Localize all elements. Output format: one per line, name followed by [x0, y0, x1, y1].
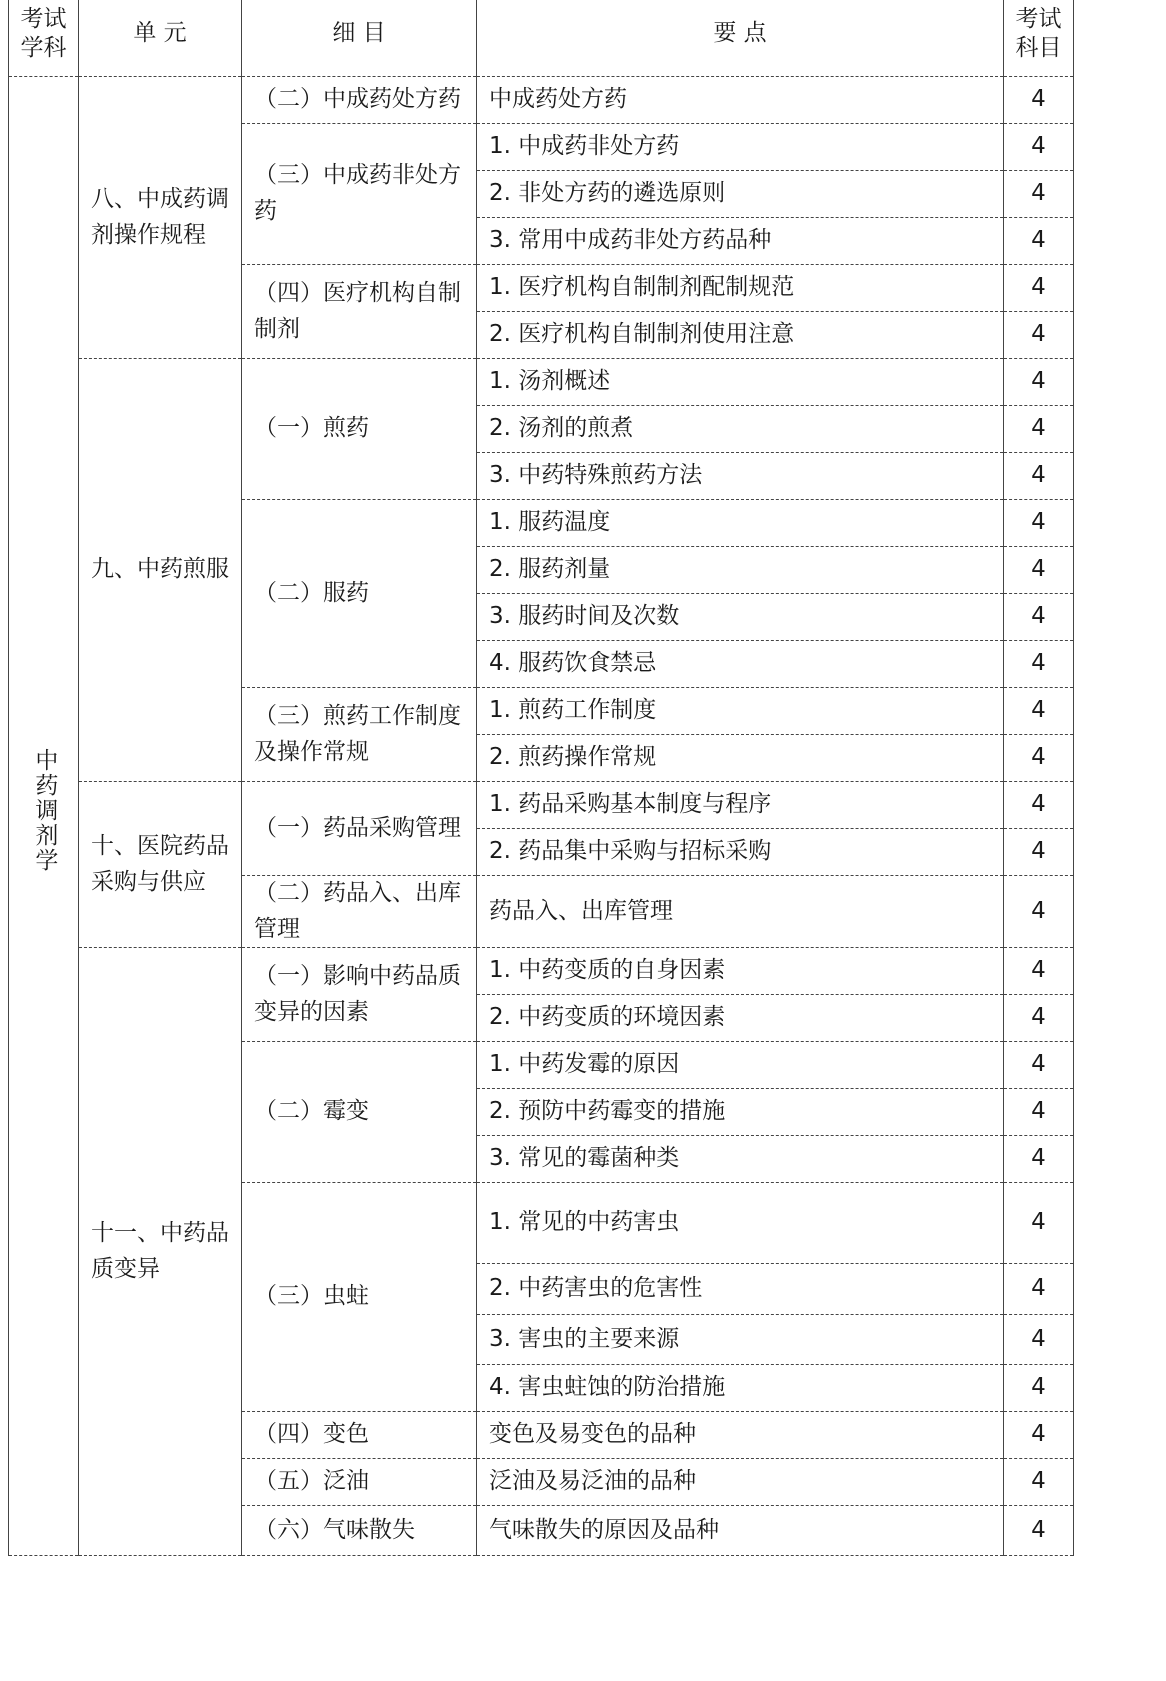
score-cell: 4 — [1004, 829, 1074, 876]
score-cell: 4 — [1004, 453, 1074, 500]
score-cell: 4 — [1004, 500, 1074, 547]
score-cell: 4 — [1004, 1506, 1074, 1556]
table-row — [9, 359, 1074, 406]
score-cell: 4 — [1004, 1365, 1074, 1412]
score-cell: 4 — [1004, 1459, 1074, 1506]
point-cell: 2. 预防中药霉变的措施 — [477, 1089, 1004, 1136]
item-cell: （二）药品入、出库管理 — [242, 876, 477, 948]
header-item: 细 目 — [242, 0, 477, 77]
score-cell: 4 — [1004, 406, 1074, 453]
unit-cell: 十、医院药品采购与供应 — [79, 782, 242, 948]
score-cell: 4 — [1004, 265, 1074, 312]
unit-cell: 九、中药煎服 — [79, 359, 242, 782]
item-cell: （二）中成药处方药 — [242, 77, 477, 124]
item-cell: （五）泛油 — [242, 1459, 477, 1506]
syllabus-table — [8, 0, 1074, 1556]
point-cell: 2. 中药变质的环境因素 — [477, 995, 1004, 1042]
point-cell: 1. 医疗机构自制制剂配制规范 — [477, 265, 1004, 312]
point-cell: 4. 服药饮食禁忌 — [477, 641, 1004, 688]
item-cell: （四）医疗机构自制制剂 — [242, 265, 477, 359]
header-subject: 考试 学科 — [9, 0, 79, 77]
point-cell: 1. 常见的中药害虫 — [477, 1183, 1004, 1264]
point-cell: 中成药处方药 — [477, 77, 1004, 124]
point-cell: 2. 非处方药的遴选原则 — [477, 171, 1004, 218]
score-cell: 4 — [1004, 359, 1074, 406]
score-cell: 4 — [1004, 1183, 1074, 1264]
point-cell: 1. 中药变质的自身因素 — [477, 948, 1004, 995]
score-cell: 4 — [1004, 948, 1074, 995]
point-cell: 1. 服药温度 — [477, 500, 1004, 547]
unit-cell: 十一、中药品质变异 — [79, 948, 242, 1556]
item-cell: （六）气味散失 — [242, 1506, 477, 1556]
item-cell: （二）霉变 — [242, 1042, 477, 1183]
score-cell: 4 — [1004, 735, 1074, 782]
score-cell: 4 — [1004, 547, 1074, 594]
item-cell: （四）变色 — [242, 1412, 477, 1459]
point-cell: 2. 服药剂量 — [477, 547, 1004, 594]
score-cell: 4 — [1004, 171, 1074, 218]
score-cell: 4 — [1004, 218, 1074, 265]
table-row — [9, 77, 1074, 124]
point-cell: 2. 药品集中采购与招标采购 — [477, 829, 1004, 876]
point-cell: 药品入、出库管理 — [477, 876, 1004, 948]
table-row — [9, 948, 1074, 995]
item-cell: （三）中成药非处方药 — [242, 124, 477, 265]
item-cell: （一）影响中药品质变异的因素 — [242, 948, 477, 1042]
point-cell: 泛油及易泛油的品种 — [477, 1459, 1004, 1506]
point-cell: 4. 害虫蛀蚀的防治措施 — [477, 1365, 1004, 1412]
score-cell: 4 — [1004, 1315, 1074, 1365]
score-cell: 4 — [1004, 782, 1074, 829]
point-cell: 1. 药品采购基本制度与程序 — [477, 782, 1004, 829]
score-cell: 4 — [1004, 1264, 1074, 1315]
score-cell: 4 — [1004, 995, 1074, 1042]
score-cell: 4 — [1004, 1136, 1074, 1183]
point-cell: 3. 中药特殊煎药方法 — [477, 453, 1004, 500]
point-cell: 3. 常见的霉菌种类 — [477, 1136, 1004, 1183]
point-cell: 1. 汤剂概述 — [477, 359, 1004, 406]
table-body — [9, 77, 1074, 1556]
point-cell: 2. 中药害虫的危害性 — [477, 1264, 1004, 1315]
point-cell: 1. 中成药非处方药 — [477, 124, 1004, 171]
score-cell: 4 — [1004, 1089, 1074, 1136]
point-cell: 3. 服药时间及次数 — [477, 594, 1004, 641]
item-cell: （一）煎药 — [242, 359, 477, 500]
header-row — [9, 0, 1074, 77]
header-category: 考试 科目 — [1004, 0, 1074, 77]
point-cell: 变色及易变色的品种 — [477, 1412, 1004, 1459]
score-cell: 4 — [1004, 124, 1074, 171]
subject-label: 中药调剂学 — [31, 747, 58, 873]
point-cell: 3. 害虫的主要来源 — [477, 1315, 1004, 1365]
point-cell: 2. 医疗机构自制制剂使用注意 — [477, 312, 1004, 359]
unit-cell: 八、中成药调剂操作规程 — [79, 77, 242, 359]
point-cell: 2. 汤剂的煎煮 — [477, 406, 1004, 453]
header-point: 要 点 — [477, 0, 1004, 77]
score-cell: 4 — [1004, 77, 1074, 124]
point-cell: 2. 煎药操作常规 — [477, 735, 1004, 782]
item-cell: （一）药品采购管理 — [242, 782, 477, 876]
score-cell: 4 — [1004, 594, 1074, 641]
score-cell: 4 — [1004, 688, 1074, 735]
point-cell: 3. 常用中成药非处方药品种 — [477, 218, 1004, 265]
score-cell: 4 — [1004, 312, 1074, 359]
score-cell: 4 — [1004, 876, 1074, 948]
table-row — [9, 782, 1074, 829]
score-cell: 4 — [1004, 1412, 1074, 1459]
item-cell: （二）服药 — [242, 500, 477, 688]
point-cell: 1. 煎药工作制度 — [477, 688, 1004, 735]
score-cell: 4 — [1004, 641, 1074, 688]
point-cell: 1. 中药发霉的原因 — [477, 1042, 1004, 1089]
item-cell: （三）煎药工作制度及操作常规 — [242, 688, 477, 782]
score-cell: 4 — [1004, 1042, 1074, 1089]
subject-cell — [9, 77, 79, 1556]
header-unit: 单 元 — [79, 0, 242, 77]
point-cell: 气味散失的原因及品种 — [477, 1506, 1004, 1556]
item-cell: （三）虫蛀 — [242, 1183, 477, 1412]
